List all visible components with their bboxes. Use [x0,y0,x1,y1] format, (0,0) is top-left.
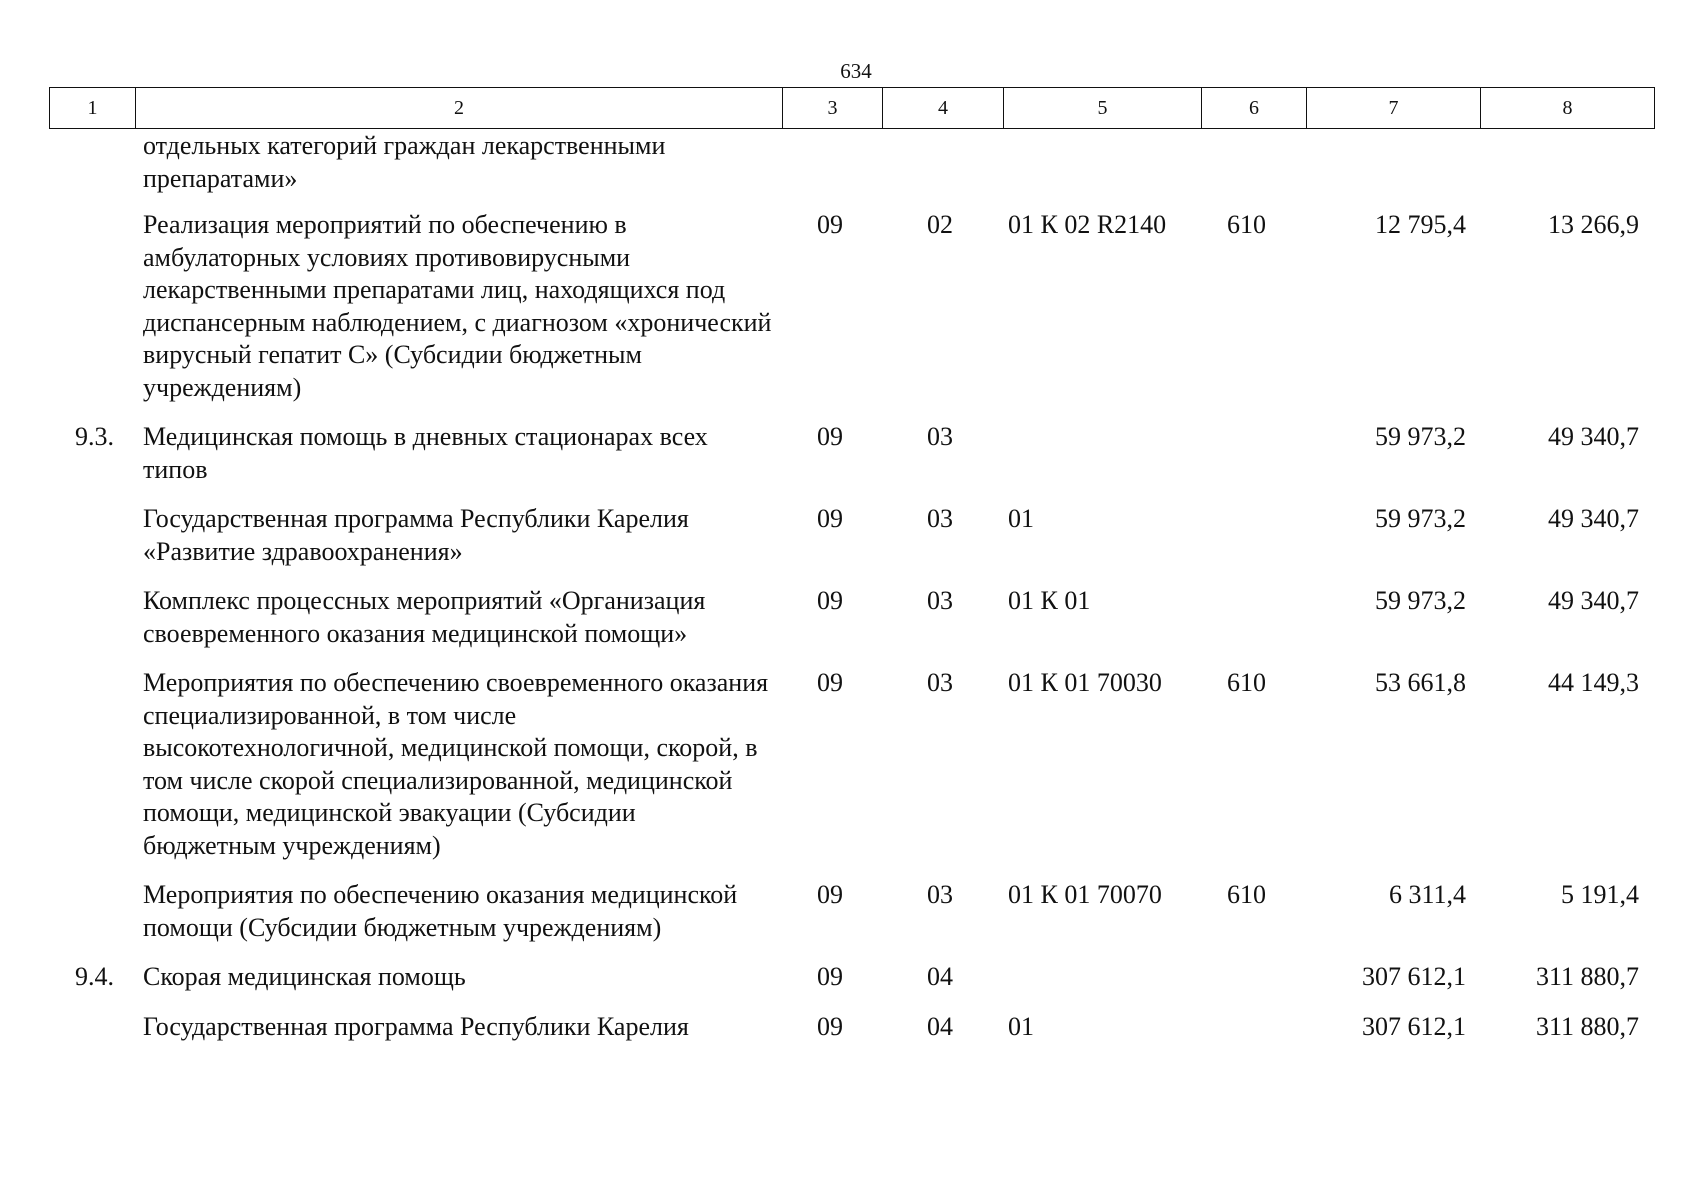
row-amount-year-2: 311 880,7 [1535,1011,1639,1041]
row-subsection: 03 [927,668,953,697]
table-row [49,667,1649,862]
row-amount-year-1: 6 311,4 [1388,880,1466,909]
row-amount-year-2: 311 880,7 [1535,962,1639,991]
row-target-article: 01 [1008,504,1034,533]
row-amount-year-1: 53 661,8 [1375,668,1466,697]
row-amount-year-1: 59 973,2 [1375,586,1466,615]
row-amount-year-1: 12 795,4 [1375,210,1466,239]
row-amount-year-1: 59 973,2 [1375,504,1466,533]
column-header-7: 7 [1307,88,1481,129]
row-section: 09 [817,962,843,991]
page-number: 634 [840,59,872,83]
table-row [49,209,1649,404]
row-amount-year-1: 307 612,1 [1362,962,1466,991]
row-amount-year-2: 49 340,7 [1548,422,1639,451]
table-row [49,879,1649,944]
row-number: 9.3. [75,422,114,451]
row-name: Государственная программа Республики Карелия «Развитие здравоохранения» [143,504,689,566]
row-amount-year-2: 49 340,7 [1548,586,1639,615]
row-name: Мероприятия по обеспечению своевременного оказания специализированной, в том числе высокотехнологичной, медицинской помощи, скорой, в том числе скорой специализированной, медицинской помощи, медицинской эвакуации (Субсидии бюджетным учреждениям) [143,668,769,860]
row-section: 09 [817,668,843,697]
table-row [49,585,1649,650]
column-header-row [50,88,1655,129]
column-header-6: 6 [1202,88,1307,129]
column-header-5: 5 [1004,88,1202,129]
row-target-article: 01 К 01 70070 [1008,880,1162,909]
row-name: Комплекс процессных мероприятий «Организация своевременного оказания медицинской помощи» [143,586,706,648]
column-header-4: 4 [883,88,1004,129]
row-subsection: 03 [927,586,953,615]
table-body [49,130,1649,1043]
row-subsection: 04 [927,962,953,991]
row-target-article: 01 К 01 70030 [1008,668,1162,697]
row-section: 09 [817,210,843,239]
row-name: Скорая медицинская помощь [143,962,466,991]
row-target-article: 01 К 02 R2140 [1008,210,1167,239]
row-name: Медицинская помощь в дневных стационарах всех типов [143,422,708,484]
table-row [49,961,1649,994]
row-amount-year-1: 59 973,2 [1375,422,1466,451]
column-header-1: 1 [50,88,136,129]
row-target-article: 01 [1008,1011,1034,1041]
row-subsection: 03 [927,422,953,451]
row-number: 9.4. [75,962,114,991]
column-header-table [49,87,1655,129]
row-subsection: 03 [927,880,953,909]
row-section: 09 [817,880,843,909]
row-section: 09 [817,1011,843,1041]
row-name: Мероприятия по обеспечению оказания медицинской помощи (Субсидии бюджетным учреждениям) [143,880,738,942]
table-row [49,130,1649,195]
row-amount-year-2: 44 149,3 [1548,668,1639,697]
row-name: Реализация мероприятий по обеспечению в амбулаторных условиях противовирусными лекарственными препаратами лиц, находящихся под диспансерным наблюдением, с диагнозом «хронический вирусный гепатит С» (Субсидии бюджетным учреждениям) [143,210,772,402]
row-expense-type: 610 [1227,210,1266,239]
row-amount-year-2: 5 191,4 [1561,880,1639,909]
row-section: 09 [817,422,843,451]
row-subsection: 02 [927,210,953,239]
column-header-2: 2 [136,88,783,129]
table-row [49,421,1649,486]
row-target-article: 01 К 01 [1008,586,1091,615]
row-section: 09 [817,586,843,615]
row-expense-type: 610 [1227,880,1266,909]
row-subsection: 04 [927,1011,953,1041]
row-subsection: 03 [927,504,953,533]
row-name: Государственная программа Республики Карелия [143,1011,689,1041]
column-header-3: 3 [783,88,883,129]
column-header-8: 8 [1481,88,1655,129]
row-section: 09 [817,504,843,533]
row-name: отдельных категорий граждан лекарственными препаратами» [143,131,666,193]
table-row [49,503,1649,568]
row-expense-type: 610 [1227,668,1266,697]
table-row [49,1011,1649,1044]
row-amount-year-1: 307 612,1 [1362,1011,1466,1041]
row-amount-year-2: 13 266,9 [1548,210,1639,239]
row-amount-year-2: 49 340,7 [1548,504,1639,533]
